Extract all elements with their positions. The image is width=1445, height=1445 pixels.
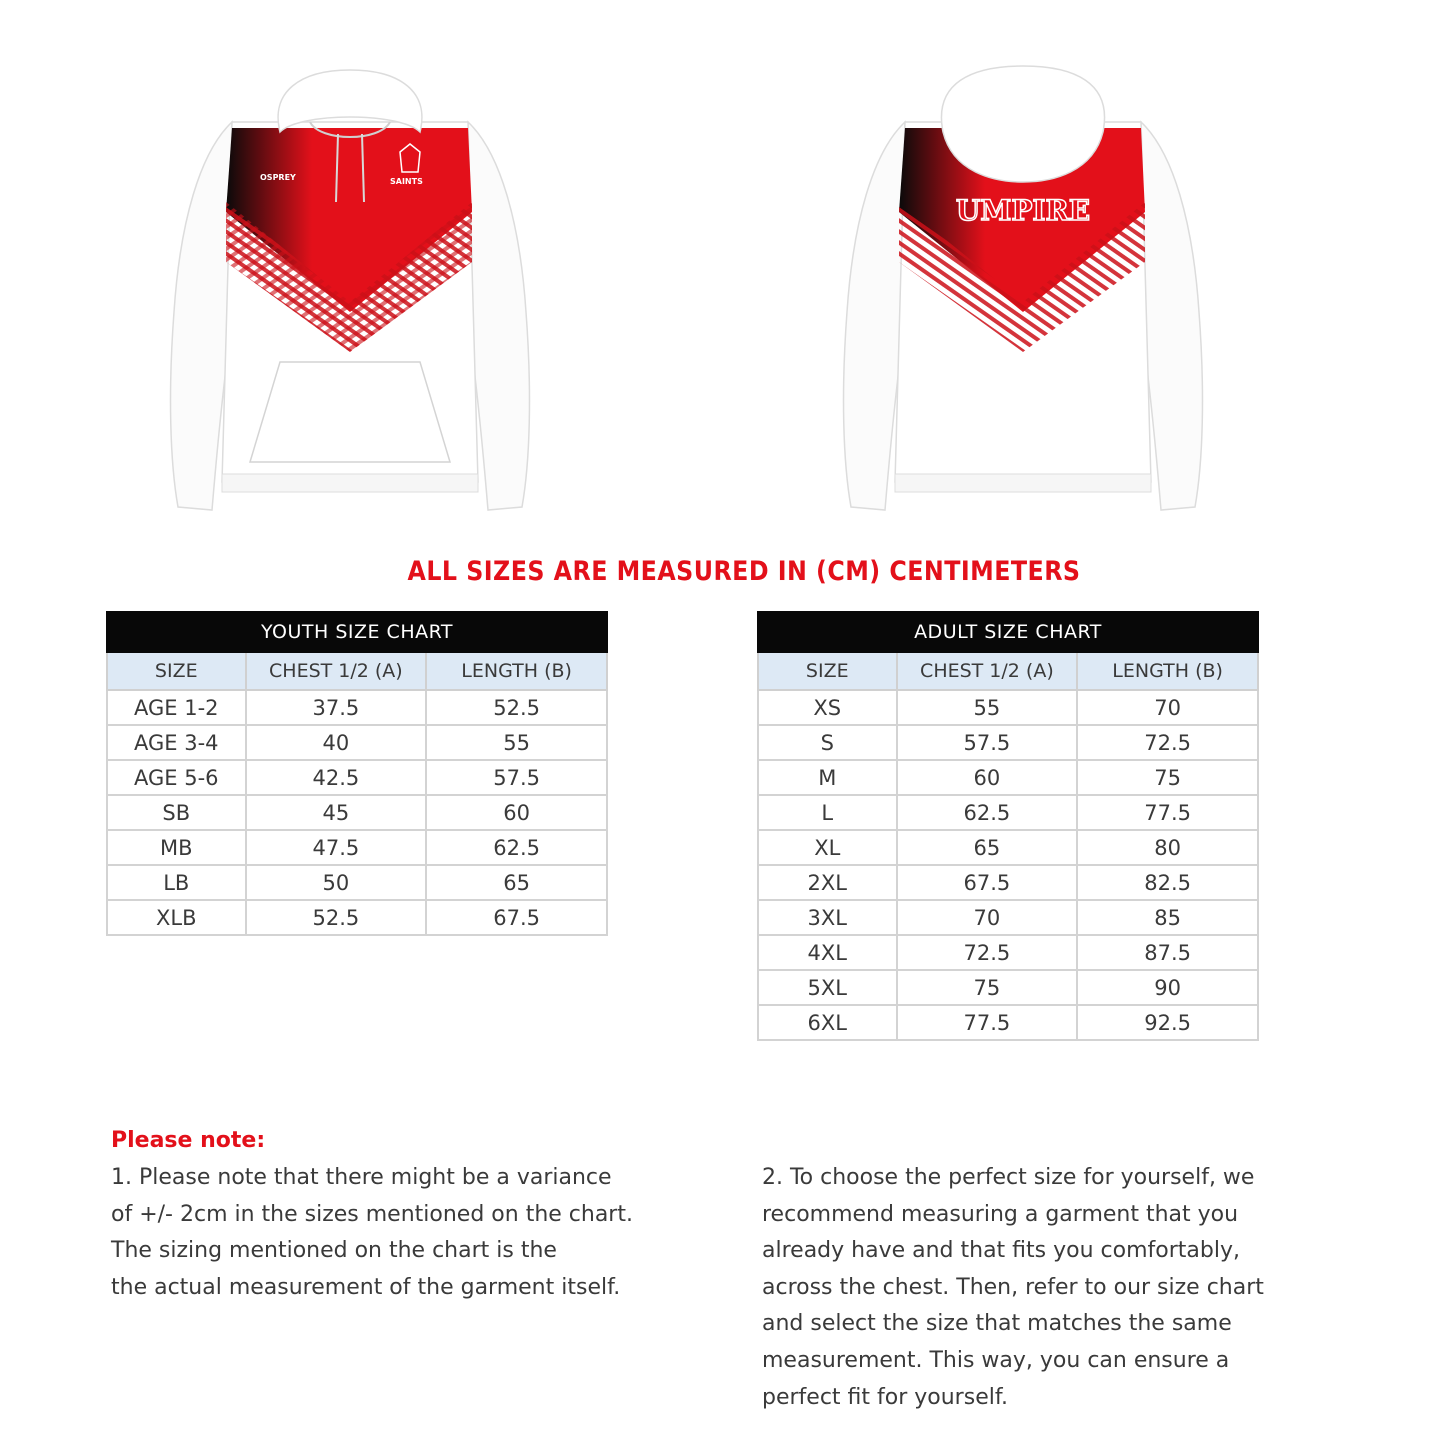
cell-chest: 65 — [897, 830, 1078, 865]
umpire-print: UMPIRE — [955, 194, 1091, 227]
cell-chest: 57.5 — [897, 725, 1078, 760]
cell-chest: 37.5 — [246, 690, 427, 725]
cell-length: 85 — [1077, 900, 1258, 935]
cell-length: 62.5 — [426, 830, 607, 865]
adult-size-chart — [757, 611, 1259, 1041]
cell-size: M — [758, 760, 897, 795]
cell-length: 55 — [426, 725, 607, 760]
brand-logo — [260, 173, 296, 182]
cell-size: XS — [758, 690, 897, 725]
cell-chest: 42.5 — [246, 760, 427, 795]
cell-length: 70 — [1077, 690, 1258, 725]
table-row — [758, 970, 1258, 1005]
table-row — [107, 795, 607, 830]
cell-chest: 50 — [246, 865, 427, 900]
cell-length: 77.5 — [1077, 795, 1258, 830]
note-heading: Please note: — [111, 1128, 266, 1153]
cell-size: AGE 5-6 — [107, 760, 246, 795]
table-row — [758, 830, 1258, 865]
cell-size: L — [758, 795, 897, 830]
cell-chest: 60 — [897, 760, 1078, 795]
table-row — [107, 900, 607, 935]
table-row — [758, 865, 1258, 900]
cell-chest: 70 — [897, 900, 1078, 935]
cell-chest: 55 — [897, 690, 1078, 725]
cell-chest: 67.5 — [897, 865, 1078, 900]
cell-size: MB — [107, 830, 246, 865]
cell-length: 60 — [426, 795, 607, 830]
cell-size: LB — [107, 865, 246, 900]
col-chest: CHEST 1/2 (A) — [897, 652, 1078, 690]
cell-length: 57.5 — [426, 760, 607, 795]
cell-length: 90 — [1077, 970, 1258, 1005]
col-size: SIZE — [758, 652, 897, 690]
cell-size: 4XL — [758, 935, 897, 970]
cell-size: SB — [107, 795, 246, 830]
col-chest: CHEST 1/2 (A) — [246, 652, 427, 690]
table-row — [758, 1005, 1258, 1040]
cell-size: AGE 3-4 — [107, 725, 246, 760]
table-row — [758, 900, 1258, 935]
cell-length: 80 — [1077, 830, 1258, 865]
cell-size: AGE 1-2 — [107, 690, 246, 725]
table-row — [758, 935, 1258, 970]
adult-chart-title: ADULT SIZE CHART — [758, 612, 1258, 652]
table-row — [107, 760, 607, 795]
measurement-headline: ALL SIZES ARE MEASURED IN (CM) CENTIMETERS — [407, 556, 1081, 587]
cell-size: 5XL — [758, 970, 897, 1005]
table-row — [107, 830, 607, 865]
table-row — [107, 865, 607, 900]
cell-size: 3XL — [758, 900, 897, 935]
table-row — [758, 690, 1258, 725]
cell-length: 52.5 — [426, 690, 607, 725]
table-row — [107, 690, 607, 725]
table-row — [758, 760, 1258, 795]
note-variance: 1. Please note that there might be a variance of +/- 2cm in the sizes mentioned on the chart. The sizing mentioned on the chart is the the actual measurement of the garment itself. — [111, 1165, 633, 1300]
cell-length: 67.5 — [426, 900, 607, 935]
svg-text:OSPREY: OSPREY — [260, 173, 296, 182]
col-length: LENGTH (B) — [426, 652, 607, 690]
cell-chest: 47.5 — [246, 830, 427, 865]
cell-length: 72.5 — [1077, 725, 1258, 760]
table-row — [758, 795, 1258, 830]
cell-length: 82.5 — [1077, 865, 1258, 900]
cell-chest: 75 — [897, 970, 1078, 1005]
note-choose-size: 2. To choose the perfect size for yourself, we recommend measuring a garment that you already have and that fits you comfortably, across the chest. Then, refer to our size chart and select the size that matches the same measurement. This way, you can ensure a perfect fit for yourself. — [762, 1165, 1264, 1410]
cell-length: 87.5 — [1077, 935, 1258, 970]
youth-chart-title: YOUTH SIZE CHART — [107, 612, 607, 652]
cell-chest: 45 — [246, 795, 427, 830]
cell-length: 75 — [1077, 760, 1258, 795]
cell-size: 6XL — [758, 1005, 897, 1040]
svg-text:SAINTS: SAINTS — [390, 177, 423, 186]
back-hoodie-image — [833, 62, 1213, 522]
cell-size: 2XL — [758, 865, 897, 900]
table-row — [107, 725, 607, 760]
cell-chest: 40 — [246, 725, 427, 760]
cell-chest: 72.5 — [897, 935, 1078, 970]
cell-length: 92.5 — [1077, 1005, 1258, 1040]
cell-chest: 52.5 — [246, 900, 427, 935]
front-hoodie-image — [160, 62, 540, 522]
cell-chest: 77.5 — [897, 1005, 1078, 1040]
col-length: LENGTH (B) — [1077, 652, 1258, 690]
cell-size: XLB — [107, 900, 246, 935]
youth-size-chart — [106, 611, 608, 936]
col-size: SIZE — [107, 652, 246, 690]
cell-size: S — [758, 725, 897, 760]
cell-length: 65 — [426, 865, 607, 900]
cell-chest: 62.5 — [897, 795, 1078, 830]
table-row — [758, 725, 1258, 760]
cell-size: XL — [758, 830, 897, 865]
